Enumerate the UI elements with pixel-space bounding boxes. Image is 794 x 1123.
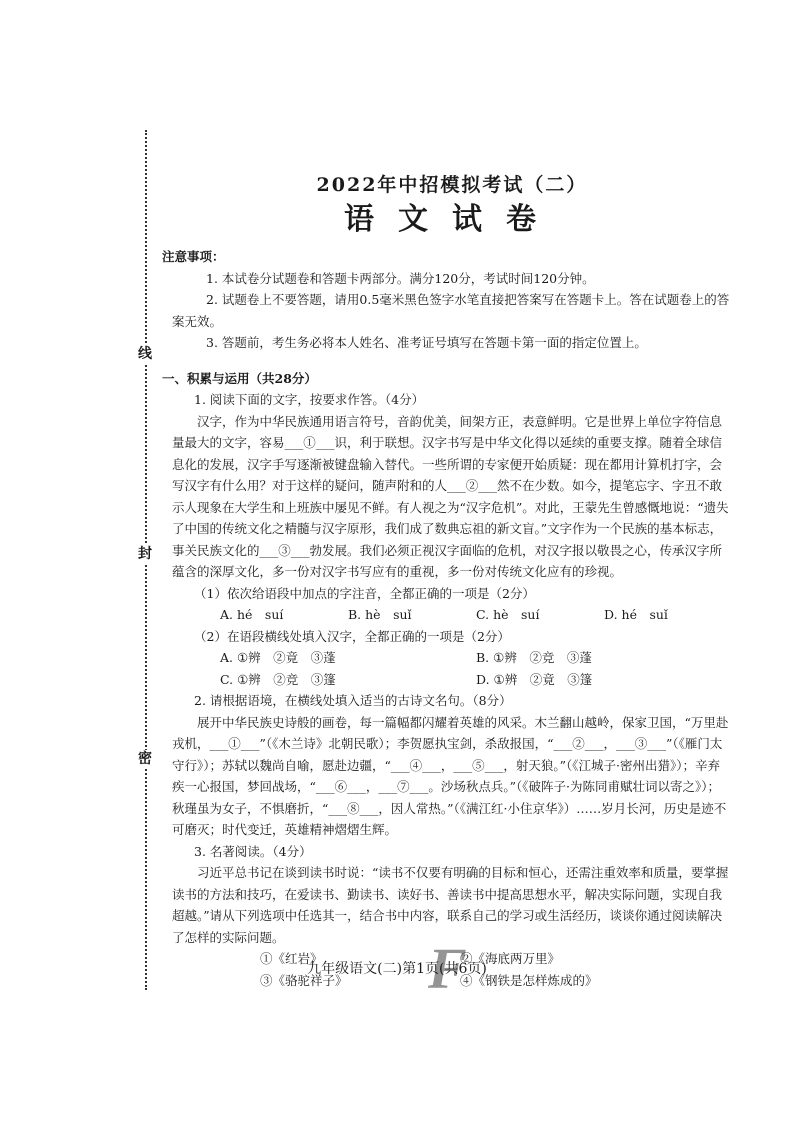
question-2-passage: 展开中华民族史诗般的画卷，每一篇幅都闪耀着英雄的风采。木兰翻山越岭，保家卫国，“万里赴戎机，___①___”（《木兰诗》北朝民歌）；李贺愿执宝剑，杀敌报国，“___②___，___③___”（《雁门太守行》）；苏轼以魏尚自喻，愿赴边疆，“___④___，___⑤___，射天狼。”（《江城子·密州出猎》）；辛弃疾一心报国，梦回战场，“___⑥___，___⑦___。沙场秋点兵。”（《破阵子·为陈同甫赋壮词以寄之》）；秋瑾虽为女子，不惧磨折，“___⑧___，因人常热。”（《满江红·小住京华》）……岁月长河，历史是迹不可磨灭；时代变迁，英雄精神熠熠生辉。: [172, 714, 729, 837]
exam-title: 2022年中招模拟考试（二）: [316, 174, 588, 196]
question-3-passage: 习近平总书记在谈到读书时说：“读书不仅要有明确的目标和恒心，还需注重效率和质量，要掌握读书的方法和技巧，在爱读书、勤读书、读好书、善读书中提高思想水平，解决实际问题，实现自我超越。”请从下列选项中任选其一，结合书中内容，联系自己的学习或生活经历，谈谈你通过阅读解决了怎样的实际问题。: [172, 865, 729, 945]
binding-char-feng: 封: [138, 546, 152, 562]
question-1-passage: 汉字，作为中华民族通用语言符号，音韵优美，间架方正，表意鲜明。它是世界上单位字符信息量最大的文字，容易___①___识，利于联想。汉字书写是中华文化得以延续的重要支撑。随着全球信息化的发展，汉字手写逐渐被键盘输入替代。一些所谓的专家便开始质疑：现在都用计算机打字，会写汉字有什么用？对于这样的疑问，随声附和的人___②___然不在少数。如今，提笔忘字、字丑不敢示人现象在大学生和上班族中屡见不鲜。有人视之为“汉字危机”。对此，王蒙先生曾感慨地说：“遗失了中国的传统文化之精髓与汉字原形，我们成了数典忘祖的新文盲。”文字作为一个民族的基本标志，事关民族文化的___③___勃发展。我们必须正视汉字面临的危机，对汉字报以敬畏之心，传承汉字所蕴含的深厚文化，多一份对汉字书写应有的重视，多一份对传统文化应有的珍视。: [172, 413, 729, 579]
binding-char-mi: 密: [138, 751, 152, 767]
question-1-sub1-options: [172, 604, 732, 626]
option-b: B. ①辨 ②竞 ③蓬: [476, 650, 592, 665]
option-d: D. hé suǐ: [604, 607, 668, 622]
question-1-sub2-stem: （2）在语段横线处填入汉字，全都正确的一项是（2分）: [194, 628, 510, 644]
question-2-stem: 2. 请根据语境，在横线处填入适当的古诗文名句。（8分）: [194, 693, 512, 708]
option-a: A. ①辨 ②竟 ③蓬: [220, 650, 336, 665]
subject-title: 语文试卷: [344, 202, 560, 237]
notice-item: 3. 答题前，考生务必将本人姓名、准考证号填写在答题卡第一面的指定位置上。: [206, 335, 647, 350]
question-1-sub1-stem: （1）依次给语段中加点的字注音，全都正确的一项是（2分）: [194, 585, 535, 601]
option-c: C. ①辨 ②竞 ③篷: [220, 671, 336, 687]
exam-content: [162, 172, 732, 991]
page-footer: 九年级语文(二)第1页(共6页): [307, 961, 487, 977]
question-1-sub2-options-row2: [172, 669, 732, 691]
book-option: ④《钢铁是怎样炼成的》: [460, 972, 598, 988]
option-c: C. hè suí: [476, 607, 540, 622]
book-option: ①《红岩》: [260, 951, 323, 966]
question-1-stem: 1. 阅读下面的文字，按要求作答。（4分）: [194, 392, 425, 407]
notice-item: 1. 本试卷分试题卷和答题卡两部分。满分120分，考试时间120分钟。: [206, 270, 595, 286]
option-b: B. hè suǐ: [348, 607, 412, 622]
notice-heading: 注意事项：: [162, 249, 225, 264]
book-option: ③《骆驼祥子》: [260, 972, 348, 988]
section-heading: 一、积累与运用（共28分）: [162, 370, 317, 386]
book-option: ②《海底两万里》: [460, 951, 561, 966]
notice-item: 2. 试题卷上不要答题，请用0.5毫米黑色签字水笔直接把答案写在答题卡上。答在试题卷上的答案无效。: [172, 292, 730, 329]
question-1-sub2-options: [172, 647, 732, 669]
version-stamp: F: [428, 936, 467, 1001]
question-3-stem: 3. 名著阅读。（4分）: [194, 843, 312, 859]
option-d: D. ①辨 ②竟 ③篷: [476, 671, 593, 687]
option-a: A. hé suí: [220, 607, 284, 622]
binding-char-xian: 线: [138, 346, 152, 362]
